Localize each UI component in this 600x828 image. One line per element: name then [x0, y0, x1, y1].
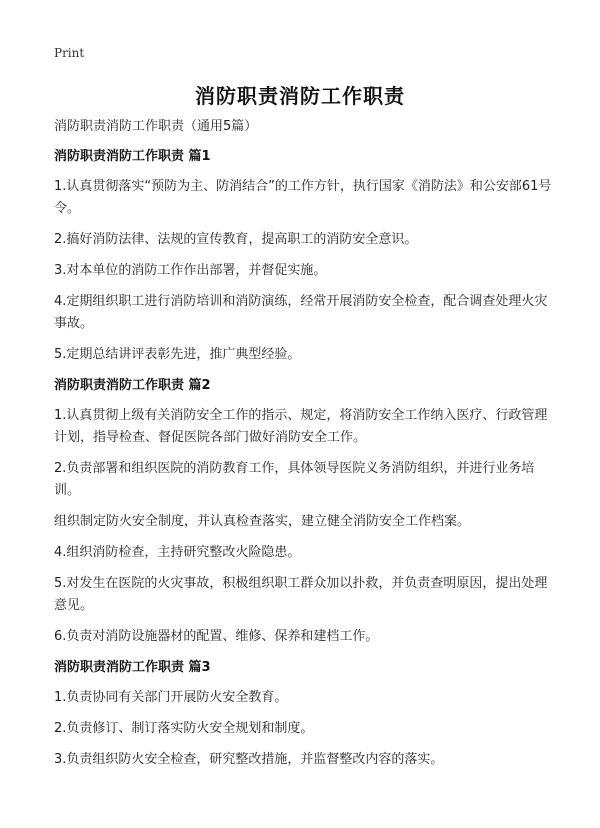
paragraph: 2.负责部署和组织医院的消防教育工作，具体领导医院义务消防组织，并进行业务培训。: [54, 461, 535, 498]
section-heading: 消防职责消防工作职责 篇3: [54, 660, 211, 675]
paragraph: 4.组织消防检查，主持研究整改火险隐患。: [54, 545, 301, 560]
document-title: 消防职责消防工作职责: [195, 84, 405, 108]
document-body: [54, 116, 554, 780]
section-heading: 消防职责消防工作职责 篇2: [54, 378, 211, 393]
paragraph: 3.负责组织防火安全检查，研究整改措施，并监督整改内容的落实。: [54, 752, 444, 767]
document-subtitle: 消防职责消防工作职责（通用5篇）: [54, 119, 258, 134]
paragraph: 2.搞好消防法律、法规的宣传教育，提高职工的消防安全意识。: [54, 232, 418, 247]
paragraph: 组织制定防火安全制度，并认真检查落实，建立健全消防安全工作档案。: [54, 514, 471, 529]
section-3: [54, 657, 554, 771]
paragraph: 4.定期组织职工进行消防培训和消防演练，经常开展消防安全检查，配合调查处理火灾事故。: [54, 294, 548, 331]
paragraph: 5.定期总结讲评表彰先进，推广典型经验。: [54, 347, 301, 362]
paragraph: 1.负责协同有关部门开展防火安全教育。: [54, 690, 288, 705]
print-label: Print: [54, 46, 85, 60]
section-heading: 消防职责消防工作职责 篇1: [54, 149, 211, 164]
section-2: [54, 375, 554, 648]
paragraph: 1.认真贯彻落实“预防为主、防消结合”的工作方针，执行国家《消防法》和公安部61号令。: [54, 179, 552, 216]
paragraph: 6.负责对消防设施器材的配置、维修、保养和建档工作。: [54, 629, 379, 644]
section-1: [54, 146, 554, 366]
paragraph: 1.认真贯彻上级有关消防安全工作的指示、规定，将消防安全工作纳入医疗、行政管理计划，指导检查、督促医院各部门做好消防安全工作。: [54, 408, 548, 445]
paragraph: 2.负责修订、制订落实防火安全规划和制度。: [54, 721, 314, 736]
paragraph: 5.对发生在医院的火灾事故，积极组织职工群众加以扑救，并负责查明原因，提出处理意见。: [54, 576, 548, 613]
paragraph: 3.对本单位的消防工作作出部署，并督促实施。: [54, 263, 327, 278]
